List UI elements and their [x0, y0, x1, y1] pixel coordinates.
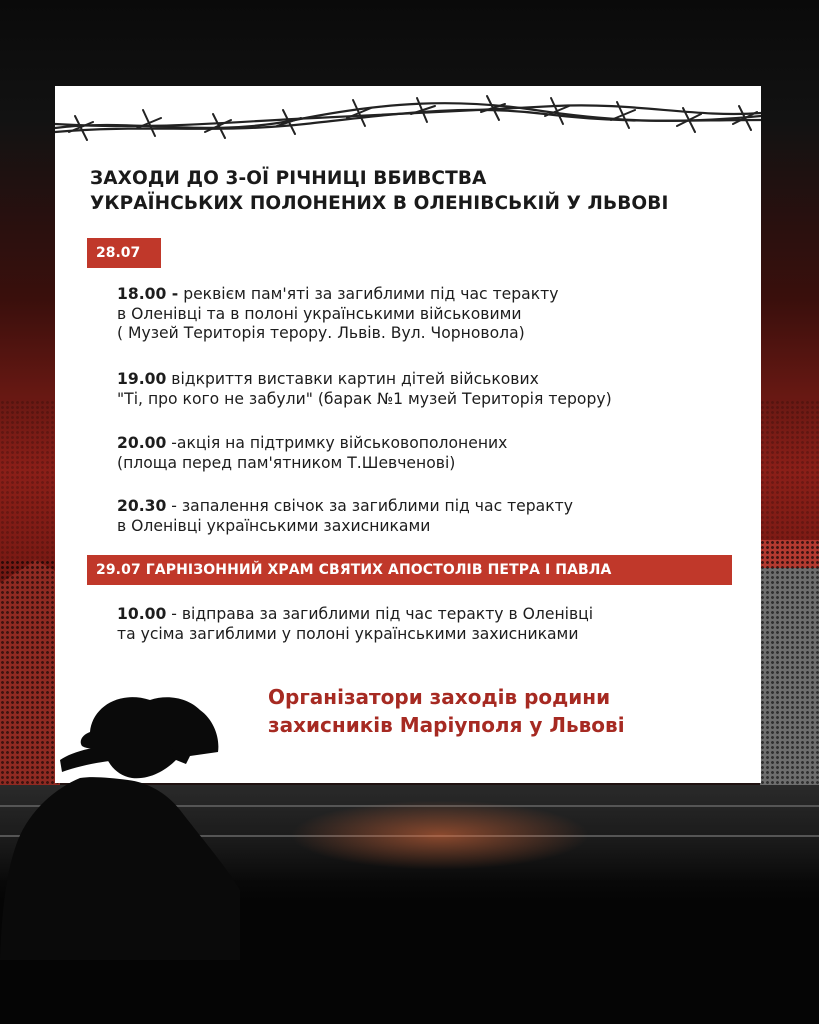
event-text: реквієм пам'яті за загиблими під час теракту [178, 285, 559, 303]
event-time: 10.00 [117, 605, 167, 623]
barbed-wire-icon [55, 80, 761, 160]
event-location: (площа перед пам'ятником Т.Шевченові) [117, 453, 456, 472]
event-text: - запалення свічок за загиблими під час теракту [166, 497, 573, 515]
event-time: 20.00 [117, 434, 167, 452]
event-text: в Оленівці українськими захисниками [117, 516, 431, 535]
event-time: 19.00 [117, 370, 167, 388]
event-time: 20.30 [117, 497, 167, 515]
organizers-note [268, 683, 688, 739]
event-location: ( Музей Територія терору. Львів. Вул. Чорновола) [117, 324, 525, 342]
event-text: -акція на підтримку військовополонених [166, 434, 508, 452]
event-location: "Ті, про кого не забули" (барак №1 музей Територія терору) [117, 389, 612, 408]
event-text: та усіма загиблими у полоні українськими захисниками [117, 624, 579, 643]
event-item [117, 370, 737, 409]
event-text: - відправа за загиблими під час теракту в Оленівці [166, 605, 594, 623]
title-line-1: ЗАХОДИ ДО 3-ОЇ РІЧНИЦІ ВБИВСТВА [90, 168, 487, 189]
event-item [117, 434, 737, 473]
event-item [117, 497, 737, 536]
fire-glow [290, 800, 590, 870]
organizers-line-2: захисників Маріуполя у Львові [268, 713, 625, 737]
event-item [117, 285, 737, 344]
date-badge-day2: 29.07 ГАРНІЗОННИЙ ХРАМ СВЯТИХ АПОСТОЛІВ ПЕТРА І ПАВЛА [87, 555, 732, 585]
date-badge-day1: 28.07 [87, 238, 161, 268]
title-line-2: УКРАЇНСЬКИХ ПОЛОНЕНИХ В ОЛЕНІВСЬКІЙ У ЛЬВОВІ [90, 193, 669, 214]
event-text: в Оленівці та в полоні українськими військовими [117, 304, 522, 323]
page-title [90, 166, 750, 216]
event-time: 18.00 - [117, 285, 179, 303]
event-text: відкриття виставки картин дітей військових [166, 370, 539, 388]
soldier-silhouette-icon [0, 660, 240, 960]
organizers-line-1: Організатори заходів родини [268, 685, 611, 709]
event-item [117, 605, 737, 644]
